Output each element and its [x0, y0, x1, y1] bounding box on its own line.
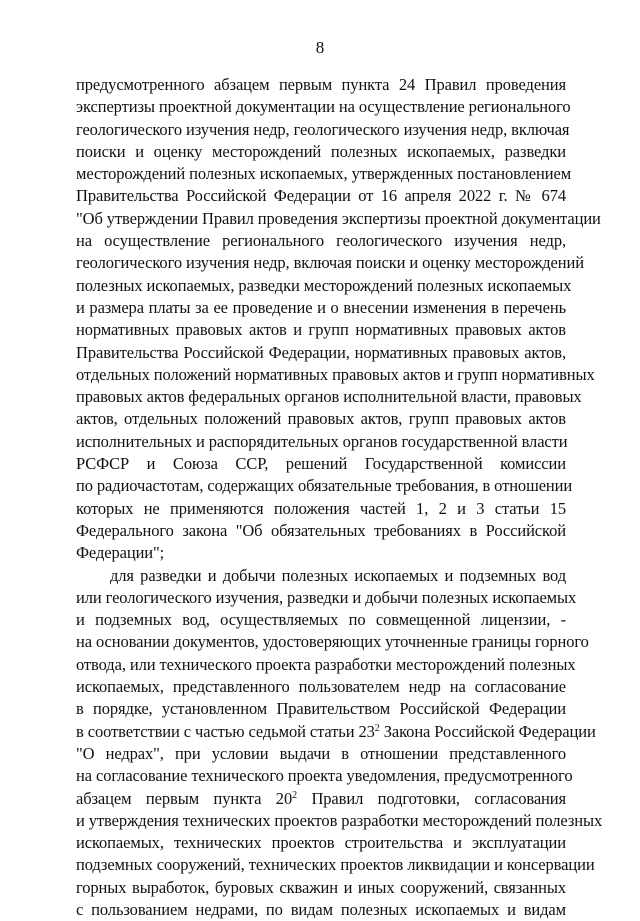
text-segment: Правил подготовки, согласования: [297, 788, 566, 808]
text-line: и подземных вод, осуществляемых по совмещенной лицензии, -: [76, 610, 566, 630]
text-line: Правительства Российской Федерации от 16 апреля 2022 г. № 674: [76, 186, 566, 206]
text-line: в порядке, установленном Правительством Российской Федерации: [76, 699, 566, 719]
text-line: по радиочастотам, содержащих обязательные требования, в отношении: [76, 476, 573, 496]
text-line: полезных ископаемых, разведки месторождений полезных ископаемых: [76, 275, 572, 295]
text-segment: абзацем первым пункта 20: [76, 788, 293, 808]
text-line: или геологического изучения, разведки и добычи полезных ископаемых: [76, 587, 577, 607]
text-line: и утверждения технических проектов разработки месторождений полезных: [76, 810, 603, 830]
text-line: с пользованием недрами, по видам полезных ископаемых и видам: [76, 899, 566, 919]
text-line: горных выработок, буровых скважин и иных сооружений, связанных: [76, 877, 566, 897]
text-line: месторождений полезных ископаемых, утвержденных постановлением: [76, 164, 572, 184]
text-line: на согласование технического проекта уведомления, предусмотренного: [76, 766, 573, 786]
text-line: отвода, или технического проекта разработки месторождений полезных: [76, 654, 576, 674]
text-line: ископаемых, технических проектов строительства и эксплуатации: [76, 833, 566, 853]
text-line: Правительства Российской Федерации, нормативных правовых актов,: [76, 342, 566, 362]
text-line: и размера платы за ее проведение и о внесении изменения в перечень: [76, 297, 566, 317]
text-line: для разведки и добычи полезных ископаемых и подземных вод: [110, 565, 566, 585]
text-line: предусмотренного абзацем первым пункта 24 Правил проведения: [76, 75, 566, 94]
text-line: [76, 721, 596, 743]
page-number: 8: [315, 38, 325, 57]
text-line: исполнительных и распорядительных органов государственной власти: [76, 431, 568, 451]
text-line: ископаемых, представленного пользователем недр на согласование: [76, 677, 566, 697]
paragraph-1: [76, 74, 601, 565]
text-segment: Закона Российской Федерации: [379, 721, 596, 741]
document-body: [76, 74, 603, 921]
text-line: "Об утверждении Правил проведения экспертизы проектной документации: [76, 208, 601, 228]
text-line: которых не применяются положения частей 1, 2 и 3 статьи 15: [76, 498, 566, 518]
text-line: "О недрах", при условии выдачи в отношении представленного: [76, 743, 566, 763]
text-line: Федерации";: [76, 543, 165, 563]
text-line: правовых актов федеральных органов исполнительной власти, правовых: [76, 387, 582, 407]
superscript: 2: [374, 722, 380, 734]
text-segment: в соответствии с частью седьмой статьи 23: [76, 721, 375, 741]
text-line: на основании документов, удостоверяющих уточненные границы горного: [76, 632, 589, 652]
paragraph-2: [76, 565, 603, 921]
text-line: подземных сооружений, технических проектов ликвидации и консервации: [76, 855, 595, 875]
text-line: РСФСР и Союза ССР, решений Государственной комиссии: [76, 454, 566, 474]
superscript: 2: [292, 789, 297, 801]
text-line: [76, 788, 566, 810]
text-line: актов, отдельных положений правовых актов, групп правовых актов: [76, 409, 566, 429]
text-line: геологического изучения недр, включая поиски и оценку месторождений: [76, 253, 584, 273]
text-line: поиски и оценку месторождений полезных ископаемых, разведки: [76, 141, 566, 161]
text-line: Федерального закона "Об обязательных требованиях в Российской: [76, 520, 566, 540]
text-line: на осуществление регионального геологического изучения недр,: [76, 231, 566, 251]
text-line: нормативных правовых актов и групп нормативных правовых актов: [76, 320, 566, 340]
text-line: геологического изучения недр, геологического изучения недр, включая: [76, 119, 570, 139]
text-line: экспертизы проектной документации на осуществление регионального: [76, 97, 571, 117]
text-line: отдельных положений нормативных правовых актов и групп нормативных: [76, 364, 595, 384]
